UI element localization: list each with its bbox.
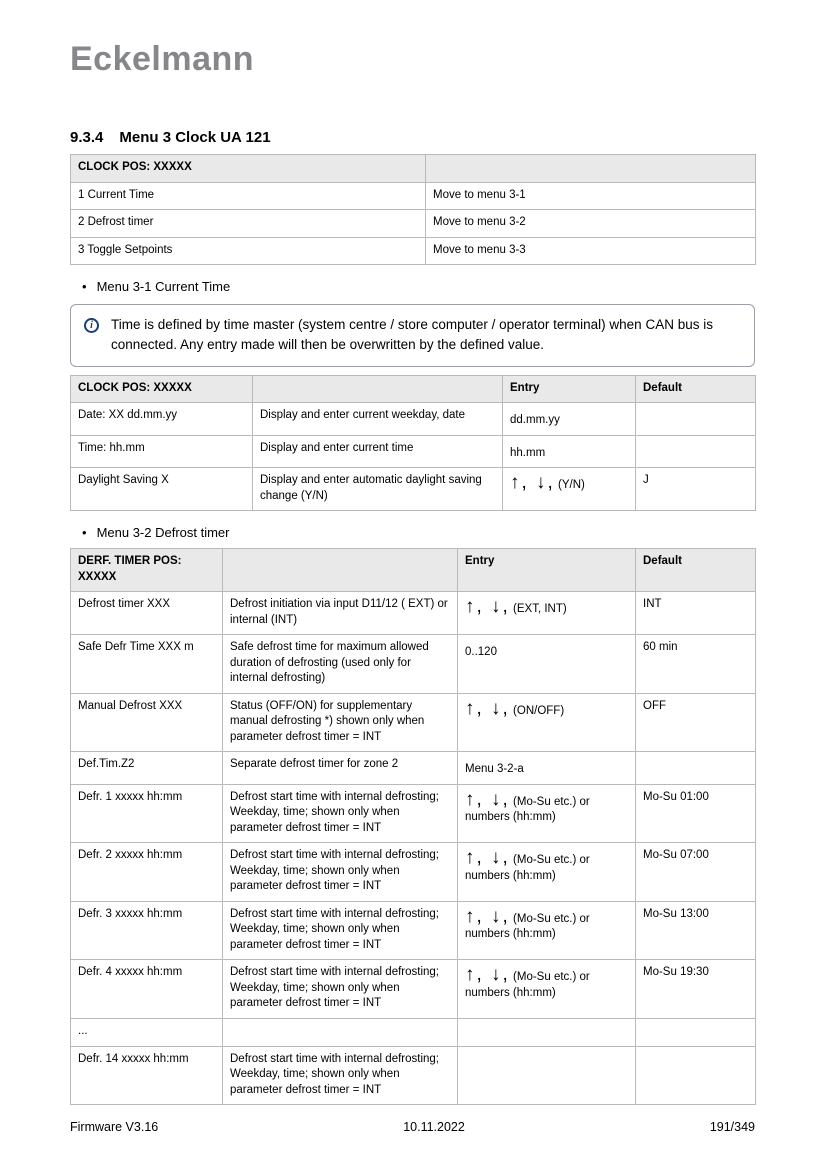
table-row — [71, 693, 756, 752]
clock-menu-table — [70, 154, 756, 265]
entry-cell — [458, 901, 636, 960]
param-cell: Safe Defr Time XXX m — [71, 635, 223, 694]
entry-cell — [458, 635, 636, 694]
description-cell: Display and enter current time — [253, 435, 503, 468]
default-cell — [636, 403, 756, 436]
param-cell: Manual Defrost XXX — [71, 693, 223, 752]
menu-item-cell: 2 Defrost timer — [71, 210, 426, 238]
table-row — [71, 237, 756, 265]
description-cell: Defrost start time with internal defrosting; Weekday, time; shown only when parameter defrost timer = INT — [223, 960, 458, 1019]
table-row — [71, 435, 756, 468]
up-down-arrow-icons: ↑, ↓, — [465, 905, 510, 927]
default-cell: Mo-Su 07:00 — [636, 843, 756, 902]
page-footer — [70, 1120, 755, 1134]
description-cell: Display and enter automatic daylight saving change (Y/N) — [253, 468, 503, 511]
description-cell: Defrost initiation via input D11/12 ( EXT) or internal (INT) — [223, 592, 458, 635]
param-cell: Defr. 3 xxxxx hh:mm — [71, 901, 223, 960]
param-cell: Def.Tim.Z2 — [71, 752, 223, 785]
table-row — [71, 1046, 756, 1105]
default-cell: Mo-Su 19:30 — [636, 960, 756, 1019]
table-header-cell — [223, 549, 458, 592]
section-number: 9.3.4 — [70, 129, 104, 146]
table-header-row — [71, 549, 756, 592]
section-title: Menu 3 Clock UA 121 — [119, 129, 271, 146]
entry-text: (Mo-Su etc.) or numbers (hh:mm) — [465, 854, 590, 882]
param-cell: Daylight Saving X — [71, 468, 253, 511]
default-cell: 60 min — [636, 635, 756, 694]
entry-cell — [503, 435, 636, 468]
table-row — [71, 468, 756, 511]
description-cell — [223, 1019, 458, 1047]
table-header-cell — [253, 375, 503, 403]
table-row — [71, 182, 756, 210]
param-cell: Date: XX dd.mm.yy — [71, 403, 253, 436]
description-cell: Display and enter current weekday, date — [253, 403, 503, 436]
bullet-icon: • — [82, 525, 87, 541]
description-cell: Defrost start time with internal defrosting; Weekday, time; shown only when parameter defrost timer = INT — [223, 843, 458, 902]
entry-cell — [458, 752, 636, 785]
up-down-arrow-icons: ↑, ↓, — [465, 596, 510, 618]
default-cell — [636, 435, 756, 468]
param-cell: Defr. 1 xxxxx hh:mm — [71, 784, 223, 843]
entry-cell — [503, 403, 636, 436]
section-heading — [70, 129, 755, 146]
default-cell — [636, 1019, 756, 1047]
entry-text: (EXT, INT) — [513, 603, 567, 616]
table-row — [71, 210, 756, 238]
param-cell: ... — [71, 1019, 223, 1047]
entry-cell — [458, 843, 636, 902]
entry-text: (ON/OFF) — [513, 704, 565, 717]
entry-cell — [458, 1019, 636, 1047]
default-cell — [636, 752, 756, 785]
default-cell: INT — [636, 592, 756, 635]
description-cell: Separate defrost timer for zone 2 — [223, 752, 458, 785]
table-header-cell: CLOCK POS: XXXXX — [71, 375, 253, 403]
defrost-timer-table — [70, 548, 756, 1105]
table-row — [71, 960, 756, 1019]
bullet-menu-3-1 — [82, 279, 755, 294]
info-icon: i — [84, 318, 99, 333]
entry-cell — [458, 960, 636, 1019]
entry-text: (Y/N) — [558, 479, 585, 492]
entry-cell — [458, 592, 636, 635]
entry-text: hh.mm — [510, 446, 546, 459]
default-cell: Mo-Su 13:00 — [636, 901, 756, 960]
default-cell: Mo-Su 01:00 — [636, 784, 756, 843]
entry-cell — [458, 1046, 636, 1105]
menu-action-cell: Move to menu 3-3 — [426, 237, 756, 265]
description-cell: Status (OFF/ON) for supplementary manual defrosting *) shown only when parameter defrost timer = INT — [223, 693, 458, 752]
entry-text: 0..120 — [465, 646, 497, 659]
up-down-arrow-icons: ↑, ↓, — [465, 964, 510, 986]
table-header-cell: Entry — [503, 375, 636, 403]
description-cell: Defrost start time with internal defrosting; Weekday, time; shown only when parameter defrost timer = INT — [223, 784, 458, 843]
description-cell: Defrost start time with internal defrosting; Weekday, time; shown only when parameter defrost timer = INT — [223, 901, 458, 960]
up-down-arrow-icons: ↑, ↓, — [465, 697, 510, 719]
description-cell: Safe defrost time for maximum allowed duration of defrosting (used only for internal defrosting) — [223, 635, 458, 694]
table-row — [71, 592, 756, 635]
footer-date: 10.11.2022 — [403, 1120, 465, 1134]
footer-firmware: Firmware V3.16 — [70, 1120, 159, 1134]
bullet-menu-3-2 — [82, 525, 755, 540]
menu-action-cell: Move to menu 3-1 — [426, 182, 756, 210]
table-header-cell: Default — [636, 375, 756, 403]
param-cell: Time: hh.mm — [71, 435, 253, 468]
table-header-cell: DERF. TIMER POS: XXXXX — [71, 549, 223, 592]
table-header-cell: Entry — [458, 549, 636, 592]
bullet-label: Menu 3-1 Current Time — [96, 279, 231, 295]
default-cell: OFF — [636, 693, 756, 752]
entry-cell — [503, 468, 636, 511]
table-header-cell: CLOCK POS: XXXXX — [71, 155, 426, 183]
current-time-table — [70, 375, 756, 512]
table-row — [71, 403, 756, 436]
up-down-arrow-icons: ↑, ↓, — [465, 847, 510, 869]
default-cell — [636, 1046, 756, 1105]
table-row — [71, 843, 756, 902]
menu-item-cell: 3 Toggle Setpoints — [71, 237, 426, 265]
table-header-cell: Default — [636, 549, 756, 592]
table-header-row — [71, 375, 756, 403]
table-row — [71, 784, 756, 843]
table-row — [71, 635, 756, 694]
eckelmann-logo: Eckelmann — [70, 40, 255, 78]
up-down-arrow-icons: ↑, ↓, — [510, 472, 555, 494]
default-cell: J — [636, 468, 756, 511]
footer-page-number: 191/349 — [709, 1120, 755, 1134]
param-cell: Defr. 2 xxxxx hh:mm — [71, 843, 223, 902]
table-row — [71, 752, 756, 785]
menu-action-cell: Move to menu 3-2 — [426, 210, 756, 238]
entry-text: (Mo-Su etc.) or numbers (hh:mm) — [465, 912, 590, 941]
entry-text: (Mo-Su etc.) or numbers (hh:mm) — [465, 971, 590, 999]
entry-text: (Mo-Su etc.) or numbers (hh:mm) — [465, 795, 590, 824]
table-header-row — [71, 155, 756, 183]
description-cell: Defrost start time with internal defrosting; Weekday, time; shown only when parameter defrost timer = INT — [223, 1046, 458, 1105]
entry-cell — [458, 693, 636, 752]
param-cell: Defr. 4 xxxxx hh:mm — [71, 960, 223, 1019]
menu-item-cell: 1 Current Time — [71, 182, 426, 210]
table-row — [71, 1019, 756, 1047]
table-row — [71, 901, 756, 960]
param-cell: Defr. 14 xxxxx hh:mm — [71, 1046, 223, 1105]
param-cell: Defrost timer XXX — [71, 592, 223, 635]
entry-text: dd.mm.yy — [510, 414, 560, 427]
info-note-box — [70, 304, 755, 367]
up-down-arrow-icons: ↑, ↓, — [465, 788, 510, 810]
info-note-text: Time is defined by time master (system centre / store computer / operator terminal) when CAN bus is connected. Any entry made will then be overwritten by the defined value. — [111, 317, 713, 353]
bullet-label: Menu 3-2 Defrost timer — [96, 525, 230, 541]
entry-cell — [458, 784, 636, 843]
bullet-icon: • — [82, 279, 87, 295]
table-header-cell — [426, 155, 756, 183]
entry-text: Menu 3-2-a — [465, 763, 524, 776]
